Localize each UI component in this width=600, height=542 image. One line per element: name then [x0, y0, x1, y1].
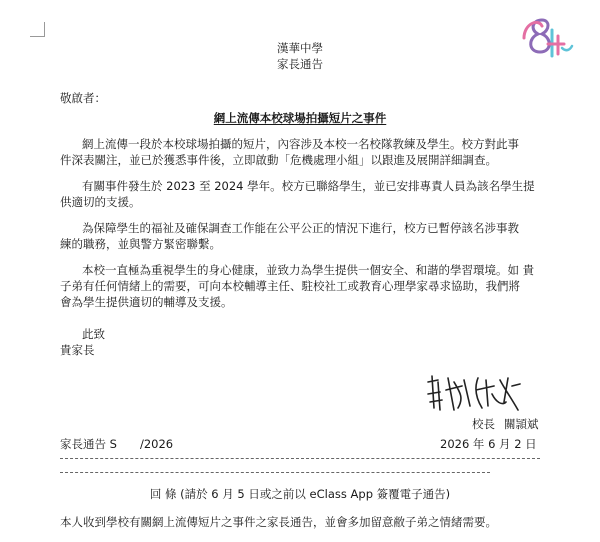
notice-date: 2026 年 6 月 2 日	[440, 437, 537, 451]
paragraph-1-line-2: 件深表關注，並已於獲悉事件後，立即啟動「危機處理小組」以跟進及展開詳細調查。	[60, 153, 497, 167]
closing-line-1: 此致	[82, 327, 105, 341]
cut-line-2	[60, 472, 490, 473]
paragraph-2-line-1: 有關事件發生於 2023 至 2024 學年。校方已聯絡學生，並已安排專責人員為該名學生提	[82, 179, 535, 193]
school-name: 漢華中學	[277, 41, 323, 55]
principal-signature	[424, 372, 524, 416]
crop-mark-vertical	[44, 22, 45, 37]
paragraph-1-line-1: 網上流傳一段於本校球場拍攝的短片，內容涉及本校一名校隊教練及學生。校方對此事	[82, 137, 519, 151]
reply-slip-heading: 回 條 (請於 6 月 5 日或之前以 eClass App 簽覆電子通告)	[149, 487, 451, 501]
salutation: 敬啟者：	[60, 91, 106, 105]
paragraph-3-line-1: 為保障學生的福祉及確保調查工作能在公平公正的情況下進行，校方已暫停該名涉事教	[82, 221, 519, 235]
paragraph-4-line-1: 本校一直極為重視學生的身心健康，並致力為學生提供一個安全、和諧的學習環境。如 貴	[82, 263, 535, 277]
paragraph-4-line-3: 會為學生提供適切的輔導及支援。	[60, 295, 233, 309]
cut-line-1	[60, 458, 540, 459]
notice-reference: 家長通告 S /2026	[60, 437, 174, 451]
notice-subject: 網上流傳本校球場拍攝短片之事件	[213, 111, 387, 125]
notice-type: 家長通告	[277, 57, 323, 71]
principal-name: 關頴斌	[504, 417, 539, 431]
crop-mark-horizontal	[30, 36, 44, 37]
paragraph-4-line-2: 子弟有任何情緒上的需要，可向本校輔導主任、駐校社工或教育心理學家尋求協助，我們將	[60, 279, 520, 293]
reply-slip-statement: 本人收到學校有關網上流傳短片之事件之家長通告，並會多加留意敝子弟之情緒需要。	[60, 515, 497, 529]
paragraph-3-line-2: 練的職務，並與警方緊密聯繫。	[60, 237, 221, 251]
paragraph-2-line-2: 供適切的支援。	[60, 195, 141, 209]
principal-title: 校長	[472, 417, 495, 431]
closing-line-2: 貴家長	[60, 343, 95, 357]
